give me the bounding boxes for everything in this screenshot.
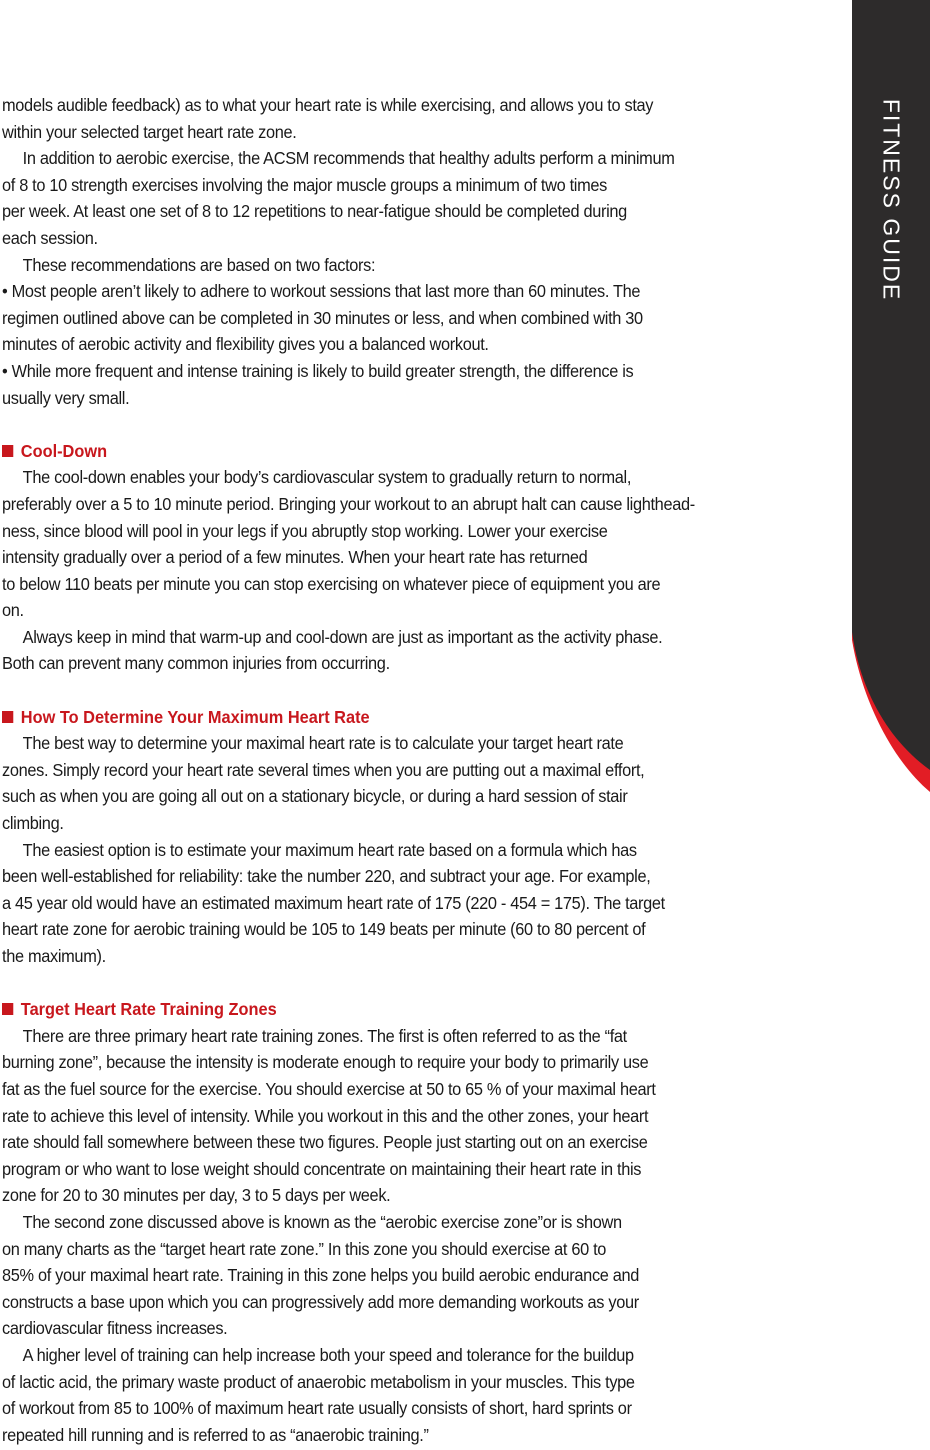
body-text-line: rate to achieve this level of intensity. While you workout in this and the other zones, your heart — [2, 1105, 649, 1126]
section-heading — [2, 704, 780, 731]
body-text-line: burning zone”, because the intensity is moderate enough to require your body to primarily use — [2, 1052, 649, 1073]
body-text-line: minutes of aerobic activity and flexibility gives you a balanced workout. — [2, 334, 489, 355]
body-text-line: • While more frequent and intense training is likely to build greater strength, the difference is — [2, 360, 634, 381]
body-text-line: regimen outlined above can be completed in 30 minutes or less, and when combined with 30 — [2, 307, 643, 328]
paragraph-gap — [2, 970, 830, 997]
body-text-line: The easiest option is to estimate your maximum heart rate based on a formula which has — [22, 839, 637, 860]
body-text-line: of lactic acid, the primary waste product of anaerobic metabolism in your muscles. This type — [2, 1371, 635, 1392]
body-text-line: Always keep in mind that warm-up and cool-down are just as important as the activity phase. — [22, 626, 663, 647]
body-text-line: program or who want to lose weight should concentrate on maintaining their heart rate in this — [2, 1158, 642, 1179]
body-text-line: The best way to determine your maximal heart rate is to calculate your target heart rate — [22, 733, 624, 754]
body-text-line: each session. — [2, 227, 98, 248]
body-text-line: Both can prevent many common injuries from occurring. — [2, 653, 390, 674]
section-heading — [2, 996, 780, 1023]
body-text-line: preferably over a 5 to 10 minute period. Bringing your workout to an abrupt halt can cause lighthead- — [2, 493, 695, 514]
side-tab — [852, 0, 930, 830]
section-heading-text: How To Determine Your Maximum Heart Rate — [20, 706, 370, 727]
body-text-line: climbing. — [2, 813, 64, 834]
body-text-line: within your selected target heart rate zone. — [2, 121, 297, 142]
body-text-line: models audible feedback) as to what your heart rate is while exercising, and allows you to stay — [2, 95, 654, 115]
red-square-bullet-icon — [2, 445, 13, 457]
body-text-line: zones. Simply record your heart rate several times when you are putting out a maximal effort, — [2, 759, 645, 780]
body-text-line: usually very small. — [2, 387, 130, 408]
body-text-line: on many charts as the “target heart rate zone.” In this zone you should exercise at 60 to — [2, 1238, 607, 1259]
body-text-line: a 45 year old would have an estimated maximum heart rate of 175 (220 - 454 = 175). The target — [2, 892, 665, 913]
document-body — [2, 92, 830, 1448]
body-text-line: per week. At least one set of 8 to 12 repetitions to near-fatigue should be completed during — [2, 201, 627, 222]
side-tab-label: FITNESS GUIDE — [878, 98, 905, 302]
body-text-line: of workout from 85 to 100% of maximum heart rate usually consists of short, hard sprints or — [2, 1398, 632, 1419]
body-text-line: to below 110 beats per minute you can stop exercising on whatever piece of equipment you are — [2, 573, 661, 594]
section-heading — [2, 438, 780, 465]
body-text-line: constructs a base upon which you can progressively add more demanding workouts as your — [2, 1291, 639, 1312]
body-text-line: cardiovascular fitness increases. — [2, 1318, 228, 1339]
body-text-line: such as when you are going all out on a stationary bicycle, or during a hard session of stair — [2, 786, 628, 807]
body-text-line: been well-established for reliability: take the number 220, and subtract your age. For example, — [2, 866, 651, 887]
paragraph-gap — [2, 677, 830, 704]
section-heading-text: Target Heart Rate Training Zones — [20, 999, 277, 1020]
body-text-line: In addition to aerobic exercise, the ACSM recommends that healthy adults perform a minimum — [22, 148, 675, 169]
paragraph-gap — [2, 411, 830, 438]
body-text-line: 85% of your maximal heart rate. Training in this zone helps you build aerobic endurance and — [2, 1265, 640, 1286]
section-heading-text: Cool-Down — [20, 440, 108, 461]
red-square-bullet-icon — [2, 711, 13, 723]
body-text-line: ness, since blood will pool in your legs if you abruptly stop working. Lower your exercise — [2, 520, 608, 541]
body-text-line: of 8 to 10 strength exercises involving the major muscle groups a minimum of two times — [2, 174, 607, 195]
body-text-line: The cool-down enables your body’s cardiovascular system to gradually return to normal, — [22, 467, 632, 488]
body-text-line: the maximum). — [2, 946, 106, 966]
body-text-line: heart rate zone for aerobic training would be 105 to 149 beats per minute (60 to 80 percent of — [2, 919, 646, 940]
body-text-line: fat as the fuel source for the exercise. You should exercise at 50 to 65 % of your maximal heart — [2, 1078, 656, 1099]
body-text-line: These recommendations are based on two factors: — [22, 254, 376, 275]
body-text-line: • Most people aren’t likely to adhere to workout sessions that last more than 60 minutes. The — [2, 281, 641, 302]
body-text-line: on. — [2, 600, 24, 621]
body-text-line: A higher level of training can help increase both your speed and tolerance for the buildup — [22, 1344, 634, 1365]
body-text-line: intensity gradually over a period of a few minutes. When your heart rate has returned — [2, 547, 588, 568]
body-text-line: The second zone discussed above is known as the “aerobic exercise zone”or is shown — [22, 1211, 622, 1232]
body-text-line: There are three primary heart rate training zones. The first is often referred to as the “fat — [22, 1025, 627, 1046]
body-text-line: rate should fall somewhere between these two figures. People just starting out on an exercise — [2, 1132, 648, 1153]
red-square-bullet-icon — [2, 1003, 13, 1015]
body-text-line: zone for 20 to 30 minutes per day, 3 to 5 days per week. — [2, 1185, 391, 1206]
body-text-line: repeated hill running and is referred to as “anaerobic training.” — [2, 1424, 429, 1445]
